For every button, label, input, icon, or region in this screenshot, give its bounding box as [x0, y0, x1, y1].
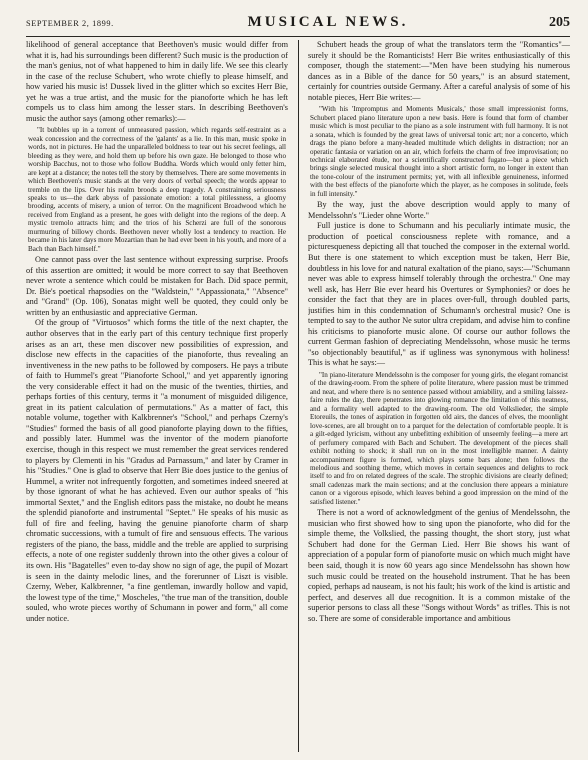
right-column: [308, 40, 570, 752]
left-quote-beethoven: "It bubbles up in a torrent of unmeasured passion, which regards self-restraint as a weak concession and the correctness of the 'galants' as a lie. In this man, music spoke in words, not in pictures. He had the unparalleled boldness to tear out his secret feelings, all bleeding as they were, and hold them up before his own gaze. He belonged to those who worship Bacchus, not to those who follow Buddha. Words which would only fetter him, are kept at a distance; the notes tell the story by themselves. There are some movements in which Beethoven's music stands at the very doors of verbal speech; the words appear to tremble on the lips. Over his realm broods a deep tragedy. A constraining seriousness speaks to us—the dark abyss of passionate emotion: a total pitilessness, a gloomy brooding, accents of misery, a union of terror. On the magnificent Broadwood which he received from England as a present, he goes with delight into the regions of the deep. A mystic tremolo attracts him; and the trios of his Scherzi are full of the sonorous murmuring of billowy chords. Beethoven never wholly lost a tendency to reaction. He became in his later days more Mozartian than he had ever been in his youth, and more of a Bach than Bach himself.": [28, 126, 286, 253]
right-quote-schubert: "With his 'Impromptus and Moments Musicals,' those small impressionist forms, Schubert placed piano literature upon a new basis. Here is found that form of chamber music which is most peculiar to the piano as a sole instrument with full harmony. It is not a sonata, which is founded by the great laws of universal tonic art; nor a concerto, which drags the piano before a many-headed multitude which delights in distraction; nor an operatic fantasia or variation on an air, which forfeits the charm of free improvisation; no technical elaborated étude, nor a scientifically constructed fugato—but a piece which brings single selected musical thought into a short artistic form, no longer in extent than the tone-colour of the instrument permits; yet, with all inflexible genuineness, informed with the best effects of the pianoforte which the player, as he composes in solitude, feels in full intensity.": [310, 105, 568, 198]
right-paragraph-1: Schubert heads the group of what the translators term the "Romantics"—surely it should be the Romanticists! Herr Bie writes enthusiastically of this composer, though the statement:—"Men have been studying his numerous dances as in a Bible of the dance for 50 years," is an absurd statement, certainly for countries outside Germany. After a careful analysis of some of his notable pieces, Herr Bie writes:—: [308, 40, 570, 102]
newspaper-page: [26, 14, 570, 752]
issue-date: SEPTEMBER 2, 1899.: [26, 19, 114, 28]
page-number: 205: [549, 15, 570, 30]
left-column: [26, 40, 288, 752]
publication-title: MUSICAL NEWS.: [247, 14, 409, 30]
right-quote-mendelssohn: "In piano-literature Mendelssohn is the composer for young girls, the elegant romancist of the drawing-room. From the sphere of polite literature, where passion must be trimmed and neat, and where there is no sentence passed without amiability, and a smiling laissez-faire rules the day, there penetrates into glowing romance the limitation of this neatness, and a formality well adapted to the drawing-room. The old Volkslieder, the simple Etoreuils, the tones of aspiration in forgotten old airs, the dances of elves, the moonlight love-scenes, are all brought on to a parquet for the delectation of comfortable people. It is a gilt-edged lyricism, without any unbefitting exhibition of unseemly feeling—a mere art of perfumery compared with Bach and Schubert. The development of the pieces shall exhibit nothing to shock; it shall run on in the most intelligible manner. A dainty accompaniment figure is formed, which plays some bars alone; then follows the melodious and soothing theme, which moves in certain sequences and delights to rock itself to and fro on related degrees of the scale. The strophic divisions are clearly defined; small cadenzas mark the main sections; and at the conclusion there appears a miniature canon or a vigorous episode, which leaves behind a good impression on the mind of the satisfied listener.": [310, 371, 568, 506]
column-divider: [298, 40, 299, 752]
right-paragraph-2: By the way, just the above description would apply to many of Mendelssohn's "Lieder ohne Worte.": [308, 200, 570, 220]
left-paragraph-3: Of the group of "Virtuosos" which forms the title of the next chapter, the author observes that in the early part of this century technique first properly arises as an art, these men discover new possibilities of expression, and disclose new effects in the capacities of the pianoforte, thus revealing an inventiveness in the new paths to be followed by composers. He pays a tribute of faith to Hummel's great "Pianoforte School," and yet apparently ignoring the very considerable effect it had on the music of the twenties, thirties, and perhaps forties of this century, terms it "a monument of misguided diligence, great in its patient calculation of permutations." As a matter of fact, this notable volume, together with Kalkbrenner's "School," and perhaps Czerny's "Studies" formed the basis of all good pianoforte playing down to the fifties, and possibly later. Hummel was the inventor of the modern pianoforte exercise, though in this respect we must remember the great services rendered to players by Clementi in his "Gradus ad Parnassum," and later by Cramer in his "Studies." One is glad to observe that Herr Bie does justice to the genius of Hummel, a writer not infrequently forgotten, and sometimes indeed sneered at by those ignorant of what he has achieved. Even our author speaks of "his immortal Sextet," and the English editors pass the mistake, no doubt he means the splendid pianoforte and instrumental "Septet." He speaks of his music as full of fire and feeling, having the genuine pianoforte charm of sharp chromatic successions, with a tumult of fire and sensuous effects. The various registers of the piano, the bass, middle and the treble are applied to surprising effects, a note of one register suddenly thrown into the other gives a colour of its own. His "Bagatelles" even to-day show no sign of age, the pupil of Mozart is seen in the dainty melodic lines, and the forerunner of Liszt is visible. Czerny, Weber, Kalkbrenner, "a fine gentleman, inwardly hollow and vapid, the lowest type of the time," Moscheles, "the true man of the transition, double souled, who wrote pieces worthy of Schumann in power and form," all come under notice.: [26, 318, 288, 623]
page-header: [26, 14, 570, 37]
article-columns: [26, 40, 570, 752]
right-paragraph-4: There is not a word of acknowledgment of the genius of Mendelssohn, the musician who first showed how to sing upon the pianoforte, who did for the simple theme, the Volkslied, the passing thought, the short story, just what Schubert had done for the German Lied. Herr Bie shows his want of appreciation of a popular form of pianoforte music on which much might have been said, though it is now 60 years ago since Mendelssohn has shown how such music could be treated on the household instrument. That he has been copied, perhaps ad nauseam, is not his fault; his work of the kind is artistic and perfect, and deserves all due recognition. It is a common mistake of the superior persons to class all these "Songs without Words" as trifles. This is not so. There are some of considerable importance and ambitious: [308, 508, 570, 623]
left-paragraph-1: likelihood of general acceptance that Beethoven's music would differ from what it is, had his surroundings been different? Such music is the production of the man's genius, not of what happened to him in daily life. We see this clearly in the case of the recluse Schubert, who wrote chiefly to please himself, and how varied his music is! Dussek lived in the glitter which so excites Herr Bie, yet he was a true artist, and the music for the pianoforte which he has left compels us to class him among the lesser stars. In describing Beethoven's music the author says (among other remarks):—: [26, 40, 288, 123]
right-paragraph-3: Full justice is done to Schumann and his peculiarly intimate music, the production of poetical consciousness replete with romance, and a picturesqueness depicting all that touched the composer in the external world. But there is one statement to which exception must be taken, Herr Bie, doubtless in his love for and natural exaltation of the piano, says:—"Schumann never was able to express himself tolerably through the orchestra." One may well ask, has Herr Bie ever heard his Overtures or Symphonies? or does he consider the fact that they are in places over-full, through doubled parts, justifies him in this condemnation of Schumann's orchestral music? One is tempted to say to the author Ne sutor ultra crepidam, and advise him to confine his criticisms to pianoforte music alone. Of course our author follows the current German fashion of depreciating Mendelssohn, whose music he terms "so objectionably beautiful," as if ugliness was synonymous with holiness! This is what he says:—: [308, 221, 570, 368]
left-paragraph-2: One cannot pass over the last sentence without expressing surprise. Proofs of this assertion are omitted; it would be more correct to say that Beethoven never wrote a sentence which could be mistaken for Bach. Did space permit, Dr. Bie's poetical rhapsodies on the "Waldstein," "Appassionata," "Absence" and "Grand" (Op. 106), Sonatas might well be quoted, they could only be written by an enthusiastic and appreciative German.: [26, 255, 288, 317]
